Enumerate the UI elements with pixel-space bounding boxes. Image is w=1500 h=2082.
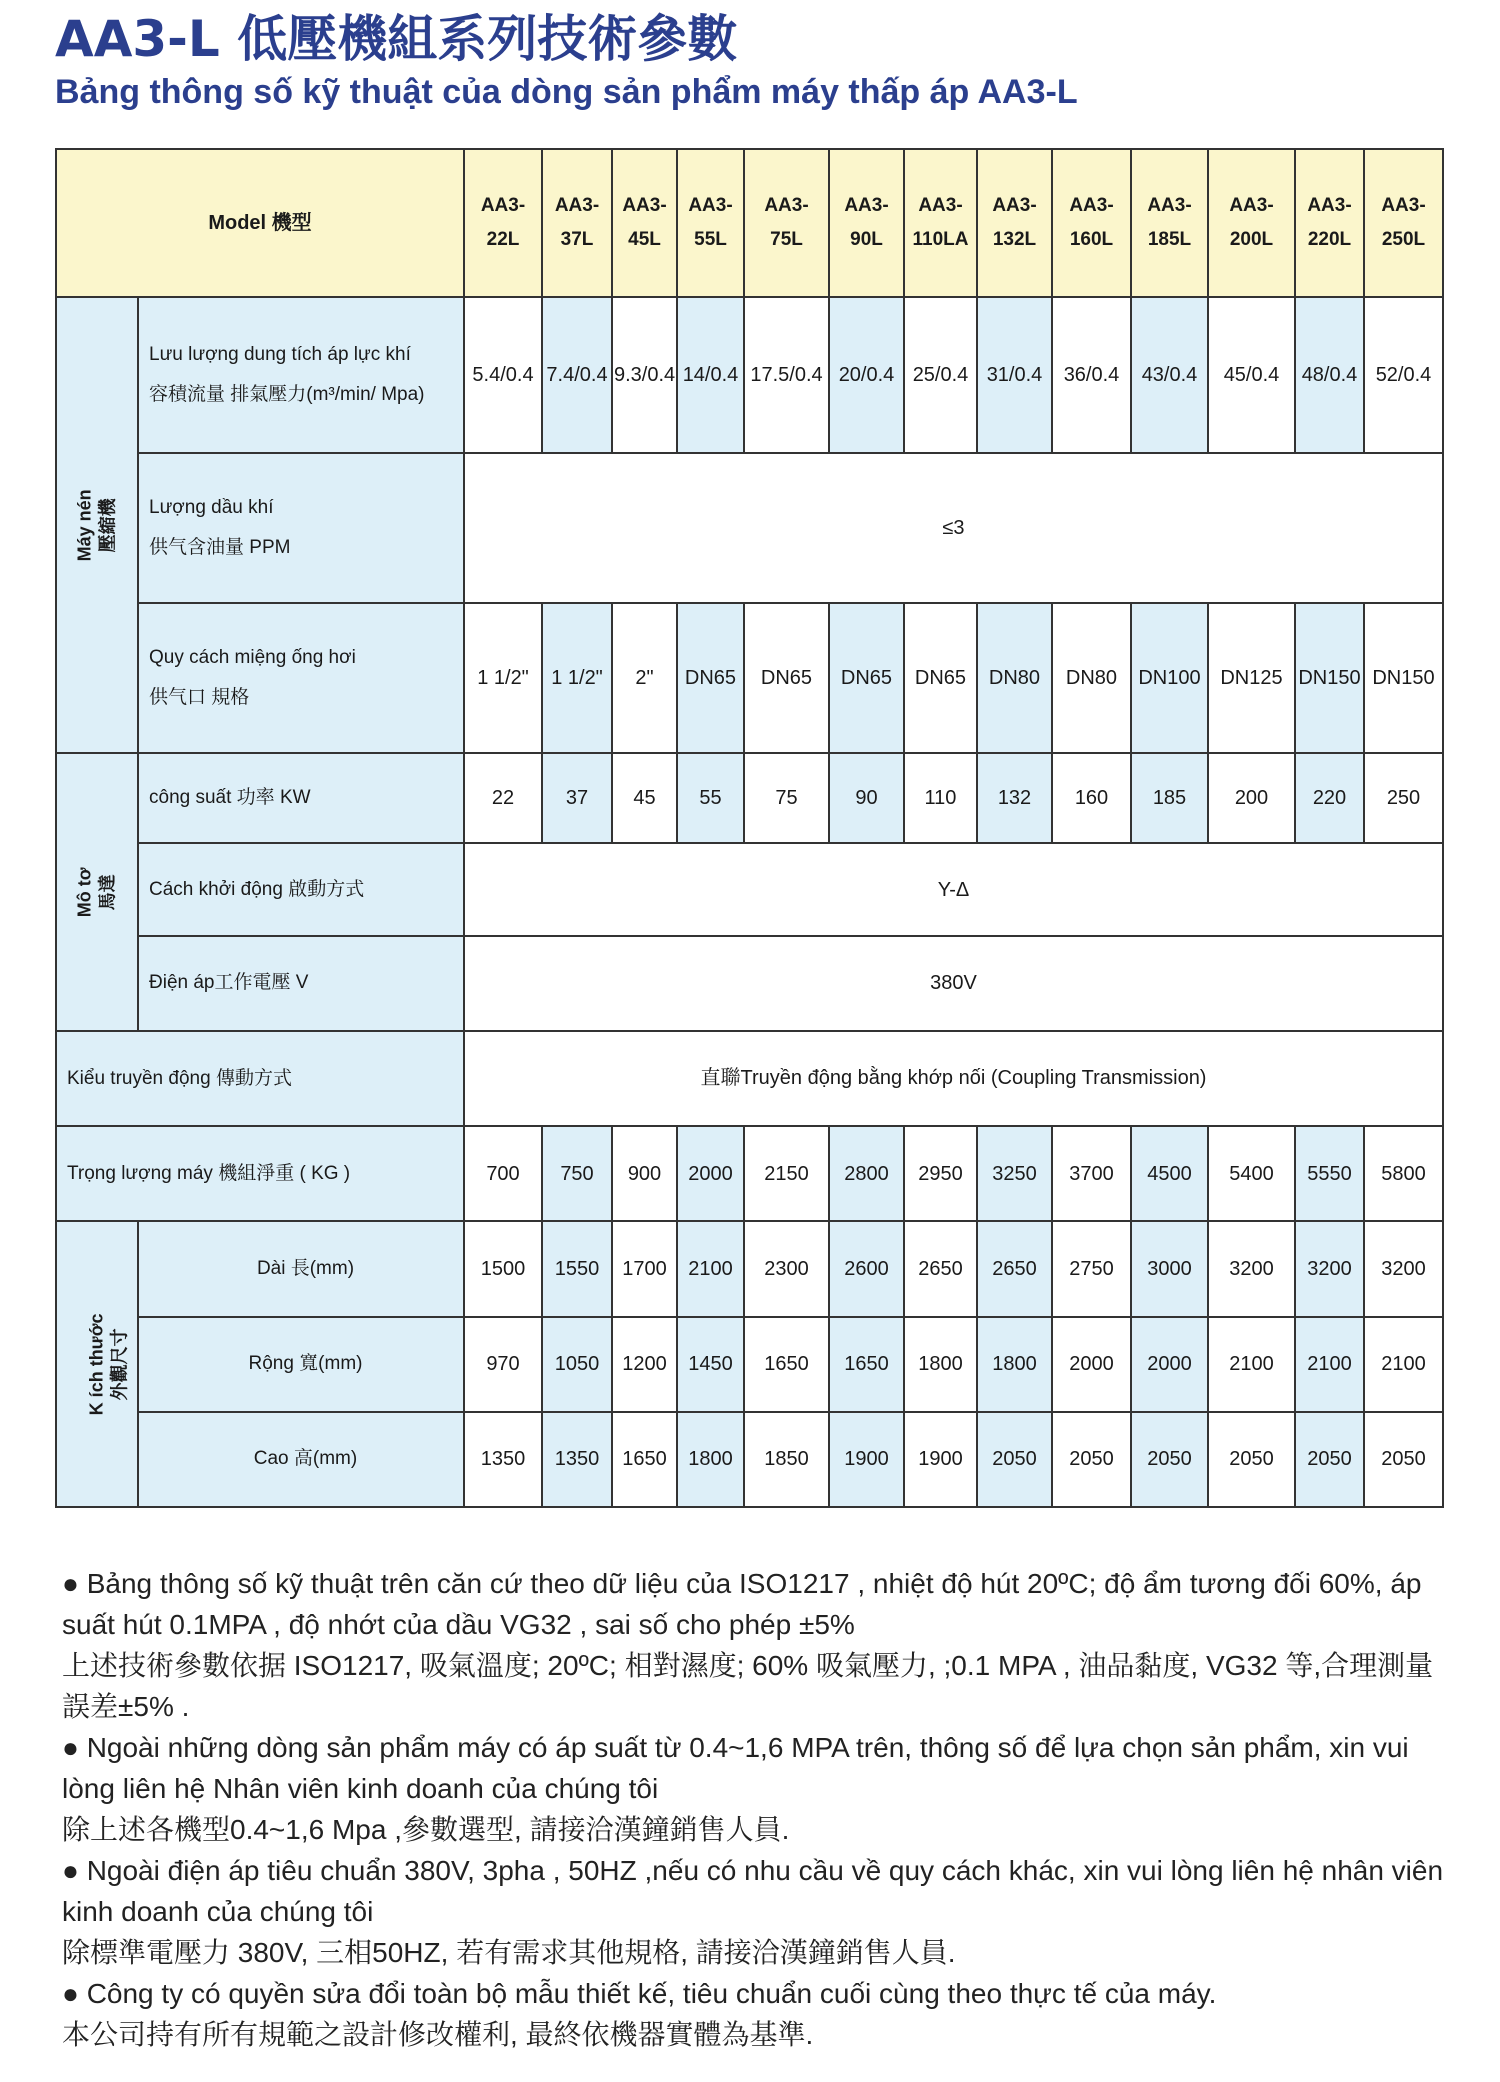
power-value: 250 (1364, 753, 1443, 843)
note-line: ● Công ty có quyền sửa đổi toàn bộ mẫu thiết kế, tiêu chuẩn cuối cùng theo thực tế của máy. (62, 1978, 1217, 2009)
power-value: 55 (677, 753, 744, 843)
width-value: 1050 (542, 1317, 612, 1412)
model-header: AA3- 160L (1052, 149, 1131, 297)
power-value: 22 (464, 753, 542, 843)
voltage-value: 380V (464, 936, 1443, 1031)
weight-value: 5400 (1208, 1126, 1295, 1221)
notes-section (62, 1563, 1452, 2055)
group-dimensions: K ích thước 外觀尺寸 (56, 1221, 138, 1507)
port-value: DN80 (1052, 603, 1131, 753)
height-value: 1850 (744, 1412, 829, 1507)
power-value: 160 (1052, 753, 1131, 843)
weight-value: 3700 (1052, 1126, 1131, 1221)
length-value: 1500 (464, 1221, 542, 1316)
weight-value: 700 (464, 1126, 542, 1221)
height-value: 2050 (977, 1412, 1052, 1507)
width-label: Rộng 寬(mm) (138, 1317, 464, 1412)
start-value: Y-Δ (464, 843, 1443, 935)
drive-value: 直聯Truyền động bằng khớp nối (Coupling Transmission) (464, 1031, 1443, 1126)
model-header: AA3- 200L (1208, 149, 1295, 297)
model-header: AA3- 185L (1131, 149, 1208, 297)
flow-value: 43/0.4 (1131, 297, 1208, 452)
flow-value: 20/0.4 (829, 297, 904, 452)
model-header: AA3- 132L (977, 149, 1052, 297)
width-value: 1200 (612, 1317, 677, 1412)
power-value: 75 (744, 753, 829, 843)
oil-label: Lượng dầu khí 供气含油量 PPM (138, 453, 464, 603)
model-header: AA3- 110LA (904, 149, 977, 297)
height-value: 2050 (1052, 1412, 1131, 1507)
weight-value: 5800 (1364, 1126, 1443, 1221)
port-label: Quy cách miệng ống hơi 供气口 規格 (138, 603, 464, 753)
note-line: ● Ngoài điện áp tiêu chuẩn 380V, 3pha , 50HZ ,nếu có nhu cầu về quy cách khác, xin vui lòng liên hệ nhân viên kinh doanh của chúng tôi (62, 1855, 1444, 1927)
port-value: DN80 (977, 603, 1052, 753)
voltage-label: Điện áp工作電壓 V (138, 936, 464, 1031)
spec-table (55, 148, 1444, 1508)
length-value: 3200 (1208, 1221, 1295, 1316)
power-value: 132 (977, 753, 1052, 843)
port-value: 2" (612, 603, 677, 753)
oil-value: ≤3 (464, 453, 1443, 603)
length-row (56, 1221, 1443, 1316)
length-label: Dài 長(mm) (138, 1221, 464, 1316)
power-value: 37 (542, 753, 612, 843)
length-value: 3000 (1131, 1221, 1208, 1316)
weight-value: 5550 (1295, 1126, 1364, 1221)
model-header-cell: Model 機型 (56, 149, 464, 297)
weight-value: 900 (612, 1126, 677, 1221)
power-value: 45 (612, 753, 677, 843)
weight-value: 2000 (677, 1126, 744, 1221)
port-value: DN100 (1131, 603, 1208, 753)
height-value: 1900 (904, 1412, 977, 1507)
flow-value: 25/0.4 (904, 297, 977, 452)
weight-label: Trọng lượng máy 機組淨重 ( KG ) (56, 1126, 464, 1221)
note-line: 除標準電壓力 380V, 三相50HZ, 若有需求其他規格, 請接洽漢鐘銷售人員. (62, 1937, 956, 1968)
model-header: AA3- 55L (677, 149, 744, 297)
weight-value: 750 (542, 1126, 612, 1221)
start-row (56, 843, 1443, 935)
height-value: 1650 (612, 1412, 677, 1507)
weight-value: 3250 (977, 1126, 1052, 1221)
power-label: công suất 功率 KW (138, 753, 464, 843)
flow-value: 14/0.4 (677, 297, 744, 452)
note-line: ● Ngoài những dòng sản phẩm máy có áp suất từ 0.4~1,6 MPA trên, thông số để lựa chọn sản phẩm, xin vui lòng liên hệ Nhân viên kinh doanh của chúng tôi (62, 1732, 1409, 1804)
page-title-vn: Bảng thông số kỹ thuật của dòng sản phẩm máy thấp áp AA3-L (55, 73, 1078, 111)
flow-value: 45/0.4 (1208, 297, 1295, 452)
model-header: AA3- 250L (1364, 149, 1443, 297)
header-row (56, 149, 1443, 297)
model-header: AA3- 22L (464, 149, 542, 297)
port-value: DN150 (1364, 603, 1443, 753)
width-value: 1800 (904, 1317, 977, 1412)
port-value: DN65 (829, 603, 904, 753)
power-value: 200 (1208, 753, 1295, 843)
drive-label: Kiểu truyền động 傳動方式 (56, 1031, 464, 1126)
width-value: 1650 (829, 1317, 904, 1412)
note-line: 上述技術參數依据 ISO1217, 吸氣溫度; 20ºC; 相對濕度; 60% 吸氣壓力, ;0.1 MPA , 油品黏度, VG32 等,合理測量誤差±5% . (62, 1650, 1434, 1722)
note-line: 本公司持有所有規範之設計修改權利, 最終依機器實體為基準. (62, 2019, 814, 2050)
weight-value: 2150 (744, 1126, 829, 1221)
port-value: 1 1/2" (464, 603, 542, 753)
power-value: 220 (1295, 753, 1364, 843)
height-value: 1900 (829, 1412, 904, 1507)
page-title-cn: AA3-L 低壓機組系列技術參數 (55, 10, 738, 68)
note-line: ● Bảng thông số kỹ thuật trên căn cứ theo dữ liệu của ISO1217 , nhiệt độ hút 20ºC; độ ẩm tương đối 60%, áp suất hút 0.1MPA , độ nhớt của dầu VG32 , sai số cho phép ±5% (62, 1568, 1422, 1640)
model-header: AA3- 90L (829, 149, 904, 297)
flow-value: 31/0.4 (977, 297, 1052, 452)
model-header: AA3- 75L (744, 149, 829, 297)
group-compressor: Máy nén 壓縮機 (56, 297, 138, 753)
flow-label: Lưu lượng dung tích áp lực khí 容積流量 排氣壓力(m³/min/ Mpa) (138, 297, 464, 452)
port-value: DN65 (677, 603, 744, 753)
drive-row (56, 1031, 1443, 1126)
flow-value: 17.5/0.4 (744, 297, 829, 452)
voltage-row (56, 936, 1443, 1031)
port-row (56, 603, 1443, 753)
length-value: 1700 (612, 1221, 677, 1316)
height-value: 2050 (1295, 1412, 1364, 1507)
port-value: 1 1/2" (542, 603, 612, 753)
weight-value: 4500 (1131, 1126, 1208, 1221)
weight-row (56, 1126, 1443, 1221)
height-value: 2050 (1208, 1412, 1295, 1507)
weight-value: 2800 (829, 1126, 904, 1221)
height-value: 1350 (542, 1412, 612, 1507)
width-value: 1450 (677, 1317, 744, 1412)
model-header: AA3- 37L (542, 149, 612, 297)
length-value: 2600 (829, 1221, 904, 1316)
height-value: 1350 (464, 1412, 542, 1507)
width-value: 1800 (977, 1317, 1052, 1412)
power-value: 110 (904, 753, 977, 843)
power-value: 90 (829, 753, 904, 843)
length-value: 3200 (1295, 1221, 1364, 1316)
height-value: 2050 (1131, 1412, 1208, 1507)
flow-value: 7.4/0.4 (542, 297, 612, 452)
width-value: 2100 (1364, 1317, 1443, 1412)
height-value: 1800 (677, 1412, 744, 1507)
width-value: 970 (464, 1317, 542, 1412)
note-line: 除上述各機型0.4~1,6 Mpa ,參數選型, 請接洽漢鐘銷售人員. (62, 1814, 790, 1845)
flow-value: 9.3/0.4 (612, 297, 677, 452)
start-label: Cách khởi động 啟動方式 (138, 843, 464, 935)
group-motor: Mô tơ 馬達 (56, 753, 138, 1031)
flow-value: 5.4/0.4 (464, 297, 542, 452)
width-value: 2000 (1131, 1317, 1208, 1412)
weight-value: 2950 (904, 1126, 977, 1221)
port-value: DN65 (744, 603, 829, 753)
length-value: 1550 (542, 1221, 612, 1316)
flow-value: 52/0.4 (1364, 297, 1443, 452)
length-value: 2750 (1052, 1221, 1131, 1316)
port-value: DN150 (1295, 603, 1364, 753)
length-value: 2300 (744, 1221, 829, 1316)
port-value: DN65 (904, 603, 977, 753)
flow-row (56, 297, 1443, 452)
height-label: Cao 高(mm) (138, 1412, 464, 1507)
width-value: 2000 (1052, 1317, 1131, 1412)
length-value: 2650 (977, 1221, 1052, 1316)
length-value: 2650 (904, 1221, 977, 1316)
power-row (56, 753, 1443, 843)
length-value: 2100 (677, 1221, 744, 1316)
model-header: AA3- 45L (612, 149, 677, 297)
flow-value: 36/0.4 (1052, 297, 1131, 452)
oil-row (56, 453, 1443, 603)
width-value: 2100 (1208, 1317, 1295, 1412)
port-value: DN125 (1208, 603, 1295, 753)
model-header: AA3- 220L (1295, 149, 1364, 297)
height-value: 2050 (1364, 1412, 1443, 1507)
width-row (56, 1317, 1443, 1412)
height-row (56, 1412, 1443, 1507)
power-value: 185 (1131, 753, 1208, 843)
width-value: 1650 (744, 1317, 829, 1412)
width-value: 2100 (1295, 1317, 1364, 1412)
length-value: 3200 (1364, 1221, 1443, 1316)
flow-value: 48/0.4 (1295, 297, 1364, 452)
